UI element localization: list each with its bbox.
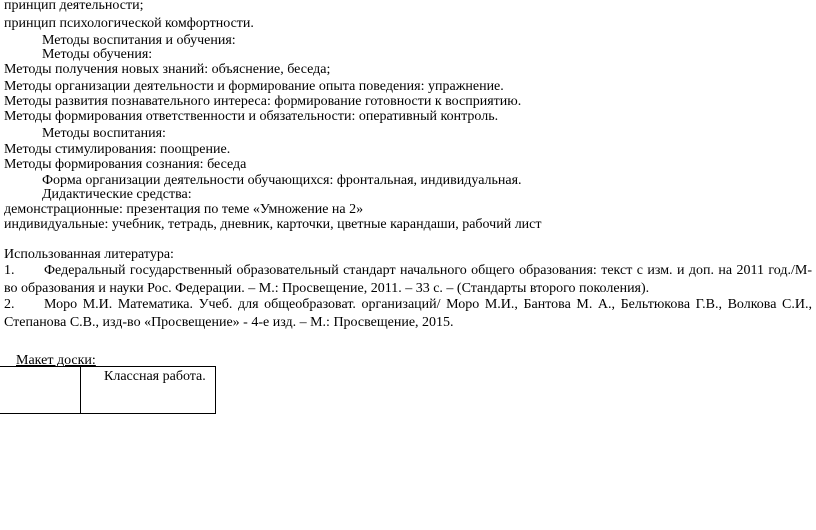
methods-consciousness: Методы формирования сознания: беседа — [4, 157, 247, 172]
didactic-individual: индивидуальные: учебник, тетрадь, дневник, карточки, цветные карандаши, рабочий лист — [4, 217, 542, 232]
literature-item-text: Моро М.И. Математика. Учеб. для общеобразоват. организаций/ Моро М.И., Бантова М. А., Бельтюкова Г.В., Волкова С.И., Степанова С.В., изд-во «Просвещение» - 4-е изд. – М.: Просвещение, 2015. — [4, 297, 812, 330]
board-heading: Макет доски: — [16, 353, 96, 368]
board-cell-text: Классная работа. — [104, 369, 206, 384]
methods-stimulation: Методы стимулирования: поощрение. — [4, 142, 231, 157]
methods-heading: Методы воспитания и обучения: — [42, 33, 236, 48]
literature-heading: Использованная литература: — [4, 247, 174, 262]
methods-organization: Методы организации деятельности и формирование опыта поведения: упражнение. — [4, 79, 504, 94]
principle-activity: принцип деятельности; — [4, 0, 144, 13]
methods-responsibility: Методы формирования ответственности и обязательности: оперативный контроль. — [4, 109, 499, 124]
didactic-demo: демонстрационные: презентация по теме «Умножение на 2» — [4, 202, 364, 217]
methods-new-knowledge: Методы получения новых знаний: объяснение, беседа; — [4, 62, 331, 77]
didactic-heading: Дидактические средства: — [42, 187, 192, 202]
teaching-methods-heading: Методы обучения: — [42, 47, 153, 62]
literature-item-text: Федеральный государственный образовательный стандарт начального общего образования: текст с изм. и доп. на 2011 год./М-во образования и науки Рос. Федерации. – М.: Просвещение, 2011. – 33 с. – (Стандарты второго поколения). — [4, 263, 812, 296]
upbringing-methods-heading: Методы воспитания: — [42, 126, 166, 141]
literature-item-1 — [4, 262, 812, 298]
literature-item-number: 2. — [4, 297, 15, 312]
activity-form: Форма организации деятельности обучающихся: фронтальная, индивидуальная. — [42, 173, 522, 188]
literature-item-2 — [4, 296, 812, 332]
literature-item-number: 1. — [4, 263, 15, 278]
methods-interest: Методы развития познавательного интереса: формирование готовности к восприятию. — [4, 94, 522, 109]
principle-comfort: принцип психологической комфортности. — [4, 16, 254, 31]
